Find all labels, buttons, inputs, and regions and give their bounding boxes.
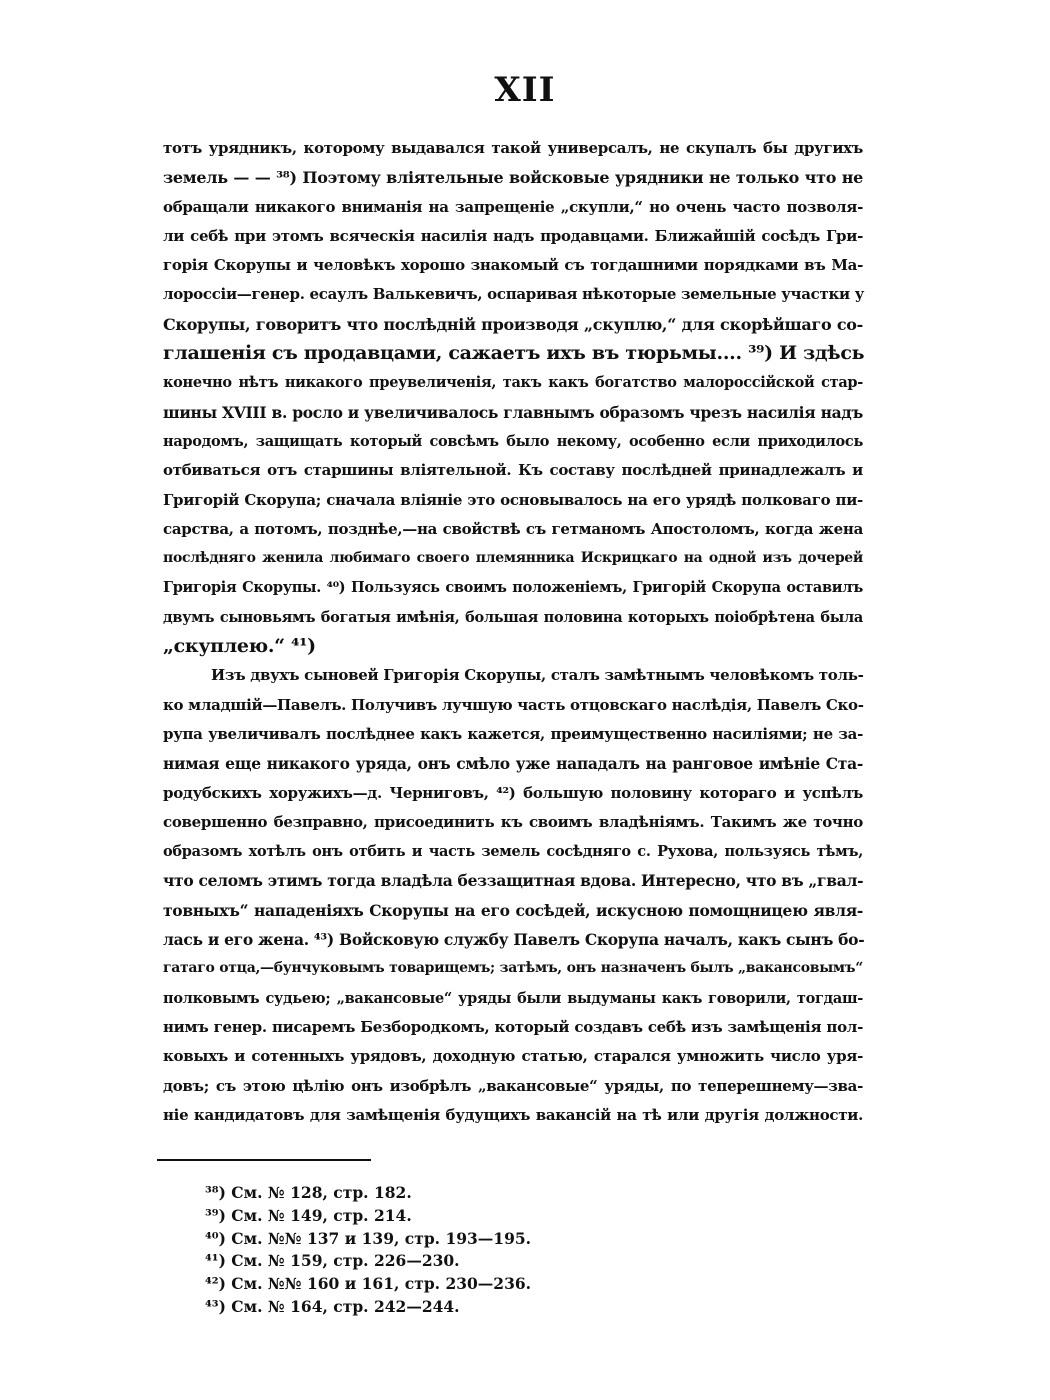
text-line: образомъ хотѣлъ онъ отбить и часть земель сосѣдняго с. Рухова, пользуясь тѣмъ,	[163, 843, 863, 861]
text-line: Григорiй Скорупа; сначала влiянiе это основывалось на его урядѣ полковаго пи-	[163, 490, 863, 509]
text-line: конечно нѣтъ никакого преувеличенiя, такъ какъ богатство малороссiйской стар-	[163, 374, 863, 392]
text-line: товныхъ“ нападенiяхъ Скорупы на его сосѣдей, искусною помощницею явля-	[163, 900, 863, 920]
footnote: ⁴¹) См. № 159, стр. 226—230.	[205, 1251, 460, 1271]
text-line: послѣдняго женила любимаго своего племянника Искрицкаго на одной изъ дочерей	[163, 550, 863, 567]
footnotes	[205, 1182, 605, 1319]
text-line: отбиваться отъ старшины влiятельной. Къ составу послѣдней принадлежалъ и	[163, 461, 863, 480]
text-line: тотъ урядникъ, которому выдавался такой универсалъ, не скупалъ бы другихъ	[163, 139, 863, 157]
text-line: лороссiи—генер. есаулъ Валькевичъ, оспаривая нѣкоторые земельные участки у	[163, 285, 865, 304]
text-line: ли себѣ при этомъ всяческiя насилiя надъ продавцами. Ближайшiй сосѣдъ Гри-	[163, 226, 863, 245]
text-line: ко младшiй—Павелъ. Получивъ лучшую часть отцовскаго наслѣдiя, Павелъ Ско-	[163, 695, 864, 714]
footnote: ³⁸) См. № 128, стр. 182.	[205, 1183, 412, 1202]
footnote: ³⁹) См. № 149, стр. 214.	[205, 1205, 412, 1225]
text-line: сарства, а потомъ, позднѣе,—на свойствѣ съ гетманомъ Апостоломъ, когда жена	[163, 519, 863, 538]
text-line: полковымъ судьею; „вакансовые“ уряды были выдуманы какъ говорили, тогдаш-	[163, 989, 863, 1007]
text-line: лась и его жена. ⁴³) Войсковую службу Павелъ Скорупа началъ, какъ сынъ бо-	[163, 930, 865, 950]
text-line: земель — — ³⁸) Поэтому влiятельные войсковые урядники не только что не	[163, 168, 863, 188]
text-line: двумъ сыновьямъ богатыя имѣнiя, большая половина которыхъ пoioбрѣтена была	[163, 608, 863, 626]
text-line: „скуплею.“ ⁴¹)	[163, 635, 316, 658]
text-line: нимая еще никакого уряда, онъ смѣло уже нападалъ на ранговое имѣнiе Ста-	[163, 754, 863, 774]
text-line: совершенно безправно, присоединить къ своимъ владѣнiямъ. Такимъ же точно	[163, 812, 863, 831]
footnote: ⁴²) См. №№ 160 и 161, стр. 230—236.	[205, 1274, 532, 1294]
text-line: довъ; съ этою цѣлiю онъ изобрѣлъ „вакансовые“ уряды, по теперешнему—зва-	[163, 1076, 863, 1095]
text-line: народомъ, защищать который совсѣмъ было некому, особенно если приходилось	[163, 432, 863, 450]
text-line: гатаго отца,—бунчуковымъ товарищемъ; затѣмъ, онъ назначенъ былъ „вакансовымъ“	[163, 960, 863, 977]
text-line: что селомъ этимъ тогда владѣла беззащитная вдова. Интересно, что въ „гвал-	[163, 871, 864, 891]
footnote-divider	[157, 1159, 371, 1161]
text-line: Григорiя Скорупы. ⁴⁰) Пользуясь своимъ положенiемъ, Григорiй Скорупа оставилъ	[163, 579, 863, 597]
footnote: ⁴⁰) См. №№ 137 и 139, стр. 193—195.	[205, 1228, 532, 1248]
text-line: рупа увеличивалъ послѣднее какъ кажется, преимущественно насилiями; не за-	[163, 724, 863, 743]
text-line: обращали никакого вниманiя на запрещенiе „скупли,“ но очень часто позволя-	[163, 197, 863, 216]
text-line: родубскихъ хоружихъ—д. Черниговъ, ⁴²) большую половину котораго и успѣлъ	[163, 783, 863, 802]
text-line: глашенiя съ продавцами, сажаетъ ихъ въ тюрьмы.... ³⁹) И здѣсь	[163, 342, 865, 365]
body-text	[163, 134, 863, 1130]
text-line: ковыхъ и сотенныхъ урядовъ, доходную статью, старался умножить число уря-	[163, 1047, 863, 1066]
text-line: Скорупы, говоритъ что послѣднiй производя „скуплю,“ для скорѣйшаго со-	[163, 314, 863, 334]
text-line: Изъ двухъ сыновей Григорiя Скорупы, сталъ замѣтнымъ человѣкомъ толь-	[211, 666, 864, 685]
text-line: горiя Скорупы и человѣкъ хорошо знакомый съ тогдашними порядками въ Ма-	[163, 256, 863, 275]
text-line: шины XVIII в. росло и увеличивалось главнымъ образомъ чрезъ насилiя надъ	[163, 402, 863, 422]
footnote: ⁴³) См. № 164, стр. 242—244.	[205, 1296, 460, 1316]
text-line: нiе кандидатовъ для замѣщенiя будущихъ вакансiй на тѣ или другiя должности.	[163, 1105, 863, 1124]
page-number: XII	[494, 70, 556, 110]
text-line: нимъ генер. писаремъ Безбородкомъ, который создавъ себѣ изъ замѣщенiя пол-	[163, 1017, 863, 1036]
